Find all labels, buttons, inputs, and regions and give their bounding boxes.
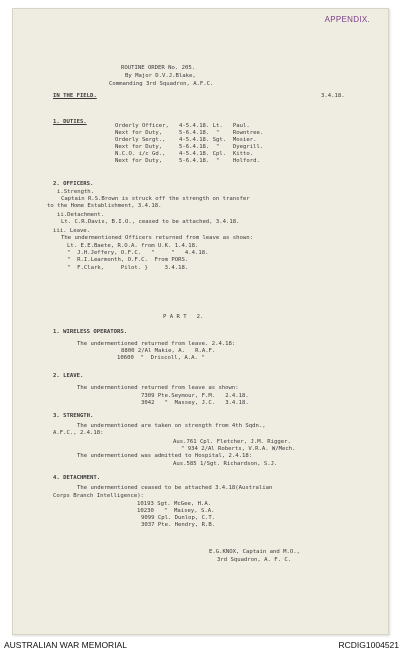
strength-heading: 3. STRENGTH.	[53, 413, 94, 419]
officers-line: ii.Detachment.	[57, 212, 105, 218]
archive-footer	[0, 638, 403, 653]
archive-id: RCDIG1004521	[338, 640, 399, 650]
officers-heading: 2. OFFICERS.	[53, 181, 94, 187]
duty-row: Next for Duty, 5-6.4.18. " Holford.	[115, 158, 260, 164]
officers-line: Captain R.S.Brown is struck off the strength on transfer	[61, 196, 250, 202]
order-date: 3.4.18.	[321, 93, 345, 99]
leave-line: 3042 " Massey, J.C. 3.4.18.	[141, 400, 249, 406]
wireless-heading: 1. WIRELESS OPERATORS.	[53, 329, 128, 335]
detachment-line: Corps Branch Intelligence):	[53, 493, 144, 499]
strength-line: Aus.761 Cpl. Fletcher, J.M. Rigger.	[173, 439, 291, 445]
wireless-line: 8800 2/Al Makie, A. R.A.F.	[121, 348, 216, 354]
strength-line: " 934 2/Al Roberts, V.R.A. W/Mech.	[181, 446, 296, 452]
leave-heading: 2. LEAVE.	[53, 373, 84, 379]
duty-row: N.C.O. i/c Gd., 4-5.4.18. Cpl. Kitto.	[115, 151, 254, 157]
appendix-stamp: APPENDIX.	[324, 15, 370, 24]
detachment-heading: 4. DETACHMENT.	[53, 475, 101, 481]
strength-line: The undermentioned are taken on strength from 4th Sqdn.,	[77, 423, 266, 429]
detachment-line: 10230 " Maisey, S.A.	[137, 508, 215, 514]
signature-unit: 3rd Squadron, A. F. C.	[217, 557, 292, 563]
strength-line: A.F.C., 2.4.18:	[53, 430, 104, 436]
duty-row: Orderly Officer, 4-5.4.18. Lt. Paul.	[115, 123, 250, 129]
wireless-line: 10600 " Driscoll, A.A. "	[117, 355, 205, 361]
order-author: By Major D.V.J.Blake,	[125, 73, 196, 79]
officers-line: " F.Clark, Pilot. } 3.4.18.	[67, 265, 189, 271]
officers-line: Lt. C.R.Davis, B.I.O., ceased to be attached, 3.4.18.	[61, 219, 240, 225]
duty-row: Orderly Sergt., 4-5.4.18. Sgt. Mosier.	[115, 137, 257, 143]
field-label: IN THE FIELD.	[53, 93, 97, 99]
duty-row: Next for Duty, 5-6.4.18. " Dyegrill.	[115, 144, 264, 150]
officers-line: " J.H.Jeffery, O.F.C. " " 4.4.18.	[67, 250, 209, 256]
part2-heading: P A R T 2.	[163, 314, 204, 320]
officers-line: iii. Leave.	[53, 228, 91, 234]
strength-line: The undermentioned was admitted to Hospital, 2.4.18:	[77, 453, 253, 459]
officers-line: i.Strength.	[57, 189, 95, 195]
officers-line: " R.I.Learmonth, O.F.C. From PORS.	[67, 257, 189, 263]
detachment-line: 9099 Cpl. Dunlop, C.T.	[141, 515, 216, 521]
officers-line: The undermentioned Officers returned from leave as shown:	[61, 235, 253, 241]
signature-name: E.G.KNOX, Captain and M.O.,	[209, 549, 300, 555]
leave-line: 7309 Pte.Seymour, F.M. 2.4.18.	[141, 393, 249, 399]
officers-line: Lt. E.E.Baete, R.O.A. from U.K. 1.4.18.	[67, 243, 199, 249]
archive-name: AUSTRALIAN WAR MEMORIAL	[4, 640, 127, 650]
wireless-line: The undermentioned returned from leave. 2.4.18:	[77, 341, 236, 347]
detachment-line: 3037 Pte. Hendry, R.B.	[141, 522, 216, 528]
officers-line: to the Home Establishment, 3.4.18.	[47, 203, 162, 209]
detachment-line: 10193 Sgt. McGee, H.A.	[137, 501, 212, 507]
strength-line: Aus.585 1/Sgt. Richardson, S.J.	[173, 461, 278, 467]
order-title: ROUTINE ORDER No. 205.	[121, 65, 196, 71]
duties-heading: 1. DUTIES.	[53, 119, 87, 125]
duty-row: Next for Duty, 5-6.4.18. " Rowntree.	[115, 130, 264, 136]
order-command: Commanding 3rd Squadron, A.F.C.	[109, 81, 214, 87]
detachment-line: The undermentioned ceased to be attached 3.4.18(Australian	[77, 485, 273, 491]
leave-line: The undermentioned returned from leave as shown:	[77, 385, 239, 391]
document-page	[12, 8, 389, 635]
